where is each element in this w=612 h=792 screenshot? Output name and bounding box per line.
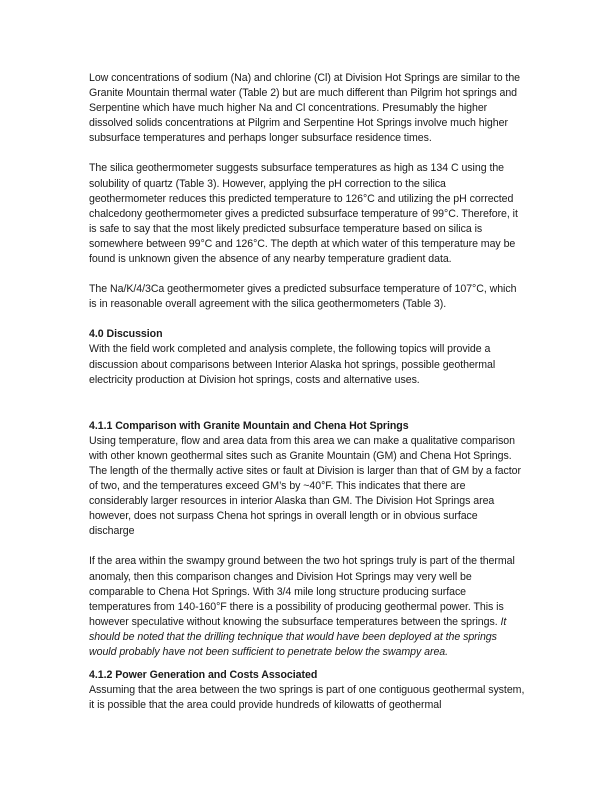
- paragraph-power-generation: Assuming that the area between the two springs is part of one contiguous geothermal system, it is possible that the area could provide hundreds of kilowatts of geothermal: [89, 684, 525, 712]
- paragraph-sodium-chlorine: Low concentrations of sodium (Na) and chlorine (Cl) at Division Hot Springs are similar to the Granite Mountain thermal water (Table 2) but are much different than Pilgrim hot springs and Serpentine which have much higher Na and Cl concentrations. Presumably the higher dissolved solids concentrations at Pilgrim and Serpentine Hot Springs involve much higher subsurface temperatures and perhaps longer subsurface residence times.: [89, 72, 521, 145]
- paragraph-comparison: Using temperature, flow and area data from this area we can make a qualitative comparison with other known geothermal sites such as Granite Mountain (GM) and Chena Hot Springs. The length of the thermally active sites or fault at Division is larger than that of GM by a factor of two, and the temperatures exceed GM’s by ~40°F. This indicates that there are considerably larger resources in interior Alaska than GM. The Division Hot Springs area however, does not surpass Chena hot springs in overall length or in obvious surface discharge: [89, 434, 521, 538]
- swampy-ground-text: If the area within the swampy ground between the two hot springs truly is part of the thermal anomaly, then this comparison changes and Division Hot Springs may very well be comparable to Chena Hot Springs. With 3/4 mile long structure producing surface temperatures from 140-160°F there is a possibility of producing geothermal power. This is however speculative without knowing the subsurface temperatures between the springs.: [89, 555, 515, 628]
- paragraph-na-k-ca-geothermometer: The Na/K/4/3Ca geothermometer gives a predicted subsurface temperature of 107°C, which is in reasonable overall agreement with the silica geothermometers (Table 3).: [89, 283, 517, 311]
- heading-power-generation: 4.1.2 Power Generation and Costs Associated: [89, 669, 318, 682]
- drilling-note-italic: It should be noted that the drilling technique that would have been deployed at the springs would probably have not been sufficient to penetrate below the swampy area.: [89, 615, 507, 658]
- paragraph-discussion-intro: With the field work completed and analysis complete, the following topics will provide a discussion about comparisons between Interior Alaska hot springs, possible geothermal electricity production at Division hot springs, costs and alternative uses.: [89, 343, 496, 386]
- heading-discussion: 4.0 Discussion: [89, 328, 163, 341]
- paragraph-silica-geothermometer: The silica geothermometer suggests subsurface temperatures as high as 134 C using the solubility of quartz (Table 3). However, applying the pH correction to the silica geothermometer reduces this predicted temperature to 126°C and utilizing the pH corrected chalcedony geothermometer gives a predicted subsurface temperature of 99°C. Therefore, it is safe to say that the most likely predicted subsurface temperature based on silica is somewhere between 99°C and 126°C. The depth at which water of this temperature may be found is unknown given the absence of any nearby temperature gradient data.: [89, 162, 518, 266]
- spacer: [89, 403, 525, 419]
- page-content: [89, 71, 525, 713]
- paragraph-swampy-ground: [89, 554, 525, 660]
- heading-comparison: 4.1.1 Comparison with Granite Mountain and Chena Hot Springs: [89, 419, 409, 432]
